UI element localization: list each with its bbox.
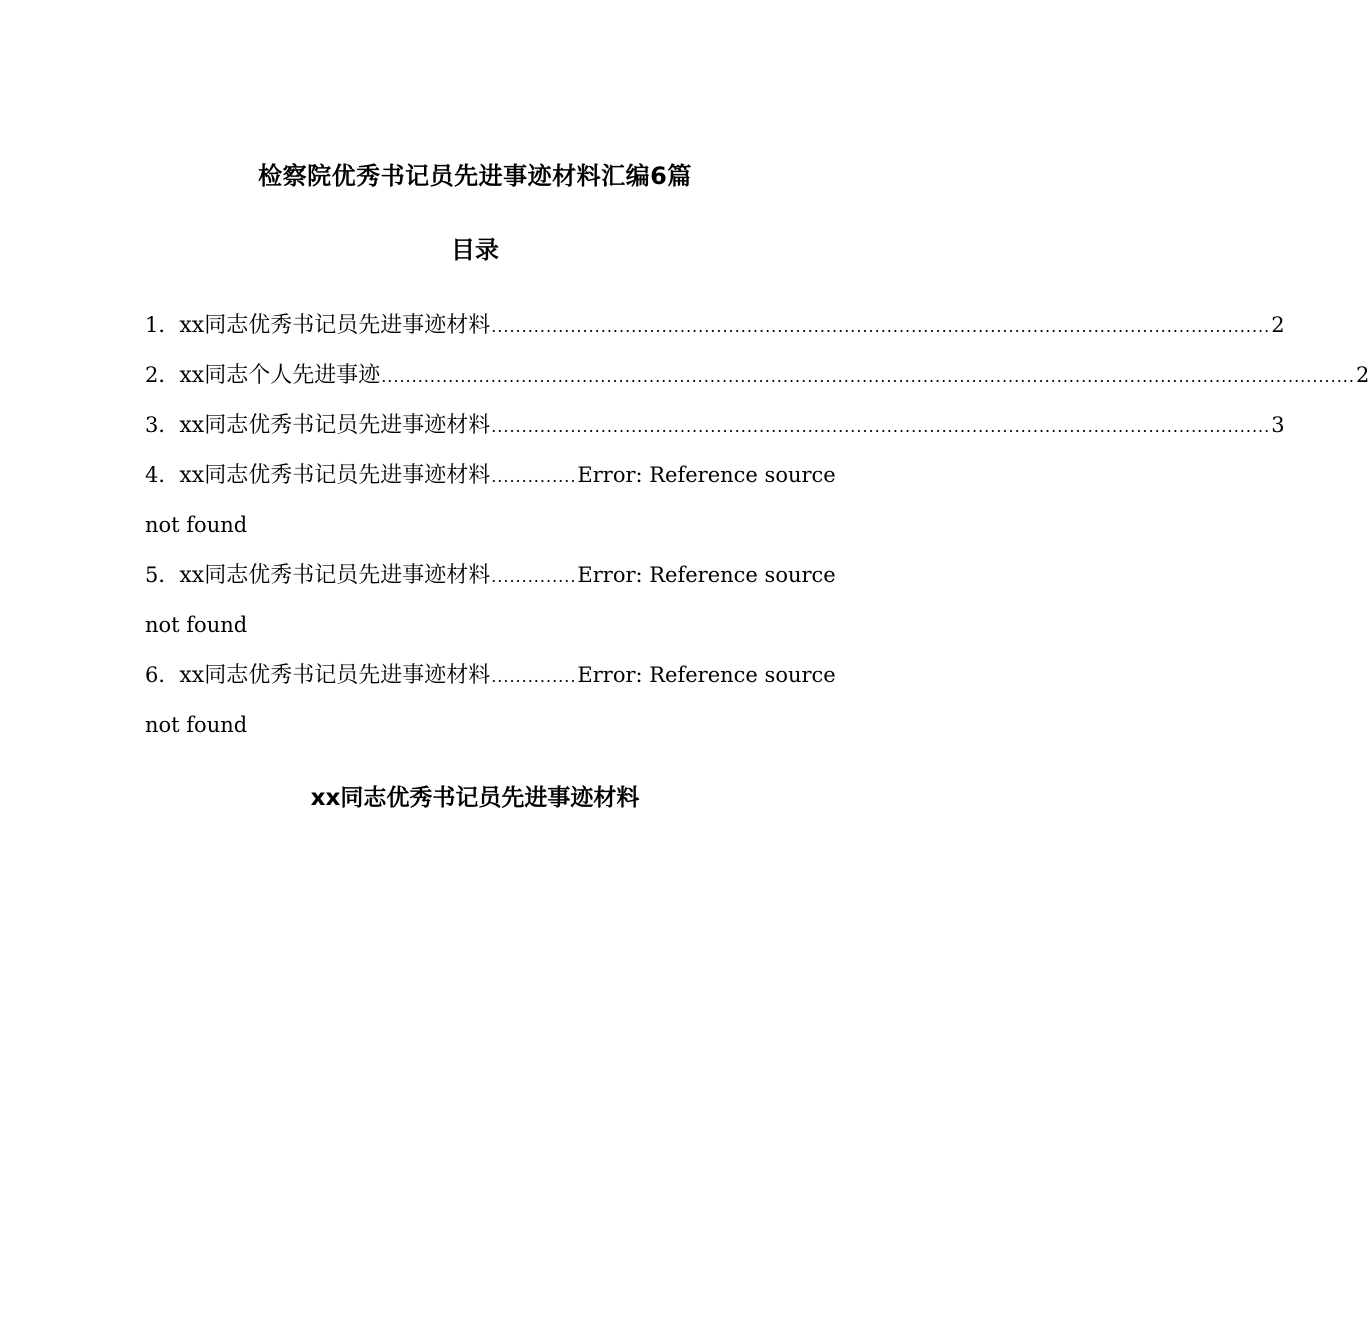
toc-entry-4[interactable] [145, 450, 858, 550]
toc-entry-label: xx同志优秀书记员先进事迹材料 [179, 413, 491, 438]
toc-entry-line [145, 550, 858, 600]
toc-entry-number: 4． [145, 463, 180, 487]
toc-reference-error: Error: Reference source [577, 463, 836, 487]
toc-entry-number: 3． [145, 413, 180, 437]
document-title: 检察院优秀书记员先进事迹材料汇编6篇 [258, 162, 692, 190]
toc-entry-page: 2 [1271, 313, 1285, 337]
toc-reference-error-continued: not found [145, 713, 248, 737]
toc-dot-leader: ................................................................................................................................ [491, 317, 1271, 336]
toc-entry-line [145, 650, 858, 700]
table-of-contents [145, 300, 1369, 750]
toc-reference-error-continued: not found [145, 613, 248, 637]
toc-entry-5[interactable] [145, 550, 858, 650]
toc-entry-number: 6． [145, 663, 180, 687]
toc-dot-leader: .............. [491, 567, 577, 586]
toc-reference-error: Error: Reference source [577, 563, 836, 587]
toc-entry-1[interactable] [145, 300, 1285, 350]
toc-entry-label: xx同志个人先进事迹 [179, 363, 381, 388]
toc-entry-line [145, 400, 1285, 450]
toc-entry-label: xx同志优秀书记员先进事迹材料 [179, 663, 491, 688]
toc-entry-number: 1． [145, 313, 180, 337]
toc-dot-leader: .............. [491, 467, 577, 486]
toc-entry-6[interactable] [145, 650, 858, 750]
toc-entry-label: xx同志优秀书记员先进事迹材料 [179, 313, 491, 338]
toc-entry-label: xx同志优秀书记员先进事迹材料 [179, 563, 491, 588]
toc-entry-page: 3 [1271, 413, 1285, 437]
toc-entry-number: 5． [145, 563, 180, 587]
toc-reference-error: Error: Reference source [577, 663, 836, 687]
toc-entry-2[interactable] [145, 350, 1369, 400]
toc-entry-page: 2 [1355, 363, 1369, 387]
toc-entry-line [145, 450, 858, 500]
toc-entry-number: 2． [145, 363, 180, 387]
toc-entry-label: xx同志优秀书记员先进事迹材料 [179, 463, 491, 488]
section-heading: xx同志优秀书记员先进事迹材料 [310, 785, 640, 811]
toc-entry-line [145, 300, 1285, 350]
toc-dot-leader: .............. [491, 667, 577, 686]
toc-heading: 目录 [451, 236, 499, 264]
toc-reference-error-continued: not found [145, 513, 248, 537]
toc-dot-leader: ................................................................................................................................ [491, 417, 1271, 436]
toc-entry-3[interactable] [145, 400, 1285, 450]
toc-dot-leader: ................................................................................................................................................................ [381, 367, 1355, 386]
toc-entry-line [145, 350, 1369, 400]
